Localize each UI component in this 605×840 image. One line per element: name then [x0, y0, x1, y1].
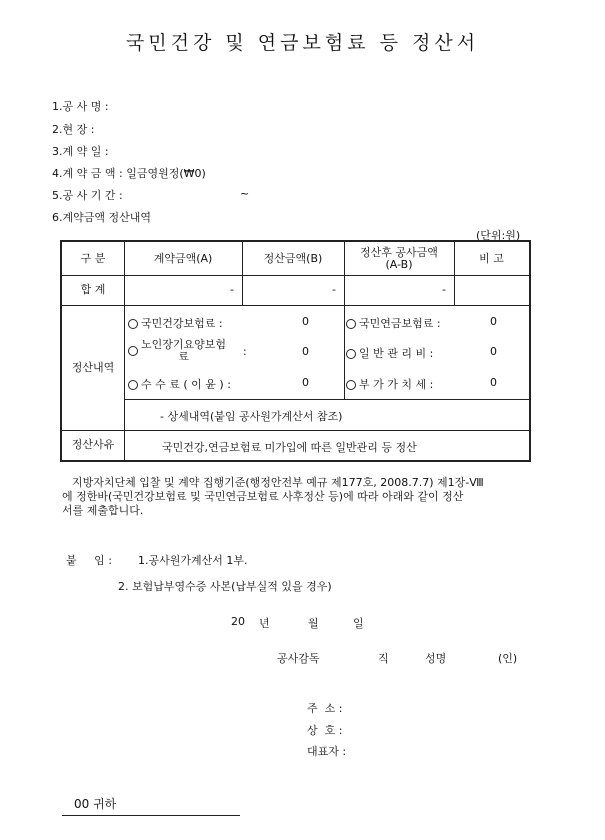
- total-contract-amount: -: [230, 283, 234, 296]
- item-value: 0: [490, 376, 497, 389]
- circle-bullet-icon: [346, 380, 356, 390]
- item-label: 수 수 료 ( 이 윤 ) :: [141, 378, 231, 391]
- field-contract-amount: 4.계 약 금 액 : 일금영원정(₩0): [52, 167, 206, 180]
- circle-bullet-icon: [128, 380, 138, 390]
- circle-bullet-icon: [128, 346, 138, 356]
- item-vat: [346, 376, 433, 392]
- supervisor-title: 공사감독: [277, 652, 320, 665]
- supervisor-position: 직: [378, 652, 389, 665]
- date-year-prefix: 20: [231, 615, 245, 628]
- circle-bullet-icon: [128, 319, 138, 329]
- date-month: 월: [308, 617, 319, 630]
- item-value: 0: [302, 345, 309, 358]
- paragraph-line2: 에 정한바(국민건강보험료 및 국민연금보험료 사후정산 등)에 따라 아래와 같이 정산: [62, 490, 464, 503]
- paragraph-line1: 지방자치단체 입찰 및 계약 집행기준(행정안전부 예규 제177호, 2008.7.7) 제1장-Ⅷ: [72, 476, 484, 489]
- item-general-admin: [346, 345, 433, 361]
- supervisor-seal: (인): [498, 652, 518, 665]
- contractor-address: 주 소 :: [307, 702, 343, 715]
- paragraph-line3: 서를 제출합니다.: [62, 504, 144, 517]
- attachment-item-2: 2. 보험납부영수증 사본(납부실적 있을 경우): [118, 580, 332, 593]
- field-construction-period: 5.공 사 기 간 :: [52, 189, 123, 202]
- item-health-insurance: [128, 315, 223, 331]
- settlement-table: [60, 240, 531, 462]
- item-label: 부 가 가 치 세 :: [359, 378, 434, 391]
- total-settlement-amount: -: [332, 283, 336, 296]
- recipient-underline: [62, 815, 240, 816]
- document-title: 국민건강 및 연금보험료 등 정산서: [125, 32, 480, 54]
- header-category: 구 분: [80, 251, 106, 265]
- header-after-settlement: [344, 242, 454, 275]
- item-value: 0: [490, 315, 497, 328]
- detail-note: - 상세내역(붙임 공사원가계산서 참조): [160, 410, 343, 423]
- item-value: 0: [302, 315, 309, 328]
- header-after-settlement-line1: 정산후 공사금액: [360, 245, 438, 259]
- date-year: 년: [259, 617, 270, 630]
- reason-text: 국민건강,연금보험료 미가입에 따른 일반관리 등 정산: [162, 441, 417, 454]
- header-contract-amount: 계약금액(A): [153, 251, 213, 265]
- contractor-representative: 대표자 :: [307, 745, 347, 758]
- item-commission: [128, 376, 231, 392]
- period-tilde: ~: [240, 187, 250, 200]
- item-label: 국민연금보험료 :: [359, 317, 441, 330]
- item-colon: :: [243, 345, 247, 358]
- field-settlement-details: 6.계약금액 정산내역: [52, 211, 151, 224]
- contractor-company: 상 호 :: [307, 724, 343, 737]
- field-contract-date: 3.계 약 일 :: [52, 145, 109, 158]
- item-label: 일 반 관 리 비 :: [359, 347, 434, 360]
- item-value: 0: [302, 376, 309, 389]
- recipient: 00 귀하: [74, 797, 117, 811]
- circle-bullet-icon: [346, 349, 356, 359]
- item-label-line1: 노인장기요양보험: [141, 338, 227, 351]
- field-site: 2.현 장 :: [52, 123, 95, 136]
- circle-bullet-icon: [346, 319, 356, 329]
- header-after-settlement-line2: (A-B): [385, 257, 413, 271]
- item-longterm-care: [128, 339, 226, 363]
- header-remarks: 비 고: [479, 251, 504, 265]
- item-value: 0: [490, 345, 497, 358]
- field-project-name: 1.공 사 명 :: [52, 100, 109, 113]
- unit-label: (단위:원): [476, 229, 521, 242]
- date-day: 일: [353, 617, 364, 630]
- total-label: 합 계: [80, 283, 106, 296]
- reason-label: 정산사유: [71, 438, 115, 451]
- total-after-settlement: -: [442, 283, 446, 296]
- supervisor-name: 성명: [425, 652, 447, 665]
- item-label-line2: 료: [178, 350, 189, 363]
- attachment-label: 붙 임 :: [66, 554, 112, 567]
- item-label: 국민건강보험료 :: [141, 317, 223, 330]
- attachment-item-1: 1.공사원가계산서 1부.: [138, 554, 248, 567]
- header-settlement-amount: 정산금액(B): [263, 251, 323, 265]
- item-pension-insurance: [346, 315, 441, 331]
- detail-label: 정산내역: [71, 360, 115, 374]
